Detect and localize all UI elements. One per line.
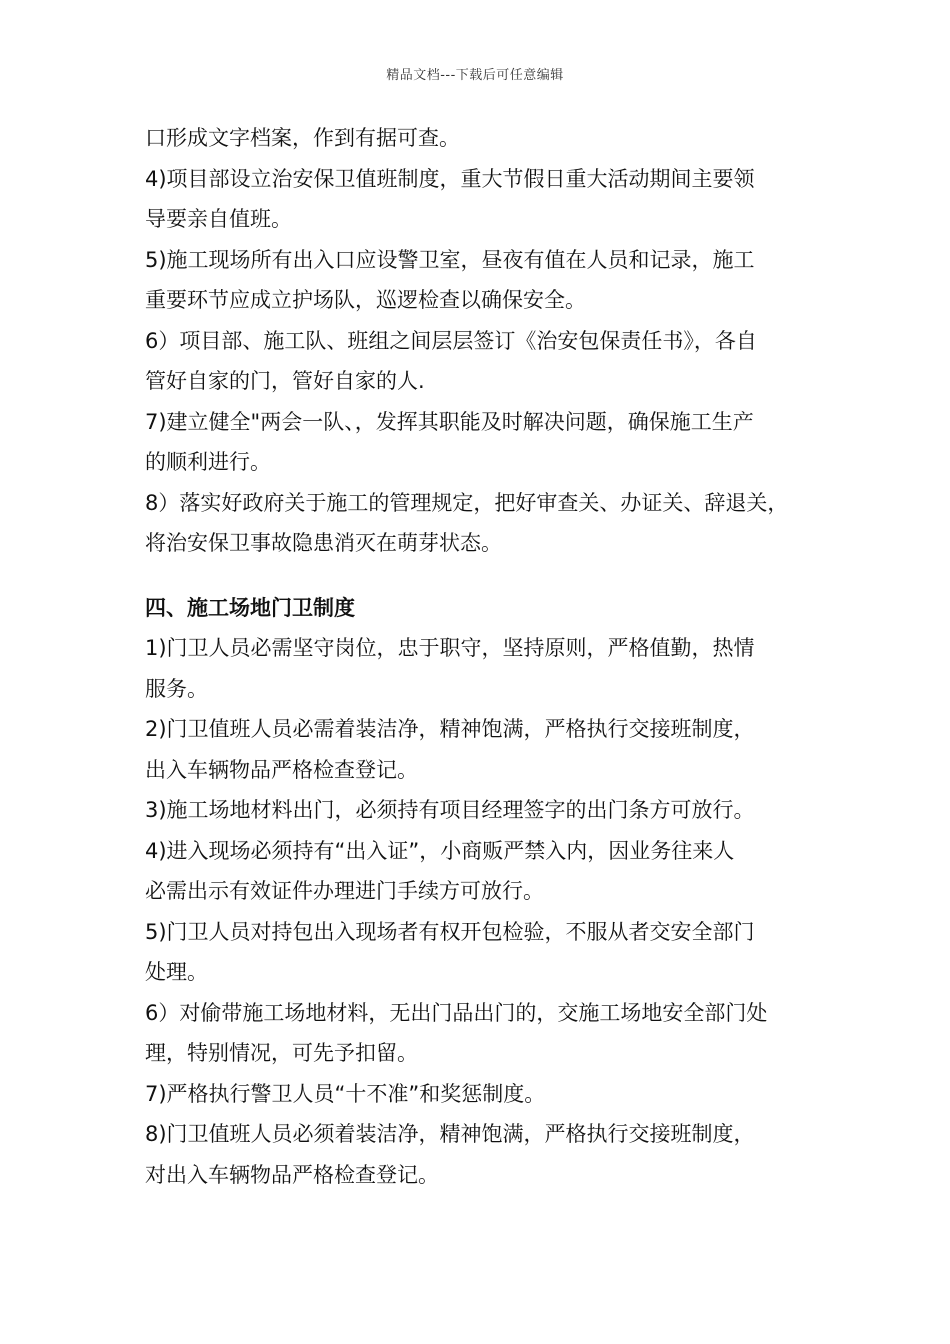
text-line: 1)门卫人员必需坚守岗位，忠于职守，坚持原则，严格值勤，热情 xyxy=(145,636,755,660)
text-line: 5)门卫人员对持包出入现场者有权开包检验，不服从者交安全部门 xyxy=(145,919,755,944)
text-line: 5)施工现场所有出入口应设警卫室，昼夜有值在人员和记录，施工 xyxy=(145,247,755,272)
text-line: 管好自家的门，管好自家的人. xyxy=(145,369,425,393)
text-line: 3)施工场地材料出门，必须持有项目经理签字的出门条方可放行。 xyxy=(145,798,755,822)
page-header: 精品文档---下载后可任意编辑 xyxy=(386,68,564,83)
text-line: 8)门卫值班人员必须着装洁净，精神饱满，严格执行交接班制度， xyxy=(145,1122,755,1146)
text-line: 服务。 xyxy=(145,676,208,701)
text-line: 7)建立健全"两会一队、，发挥其职能及时解决问题，确保施工生产 xyxy=(145,409,754,434)
text-line: 出入车辆物品严格检查登记。 xyxy=(145,757,418,782)
text-line: 4)项目部设立治安保卫值班制度，重大节假日重大活动期间主要领 xyxy=(145,166,755,191)
text-line: 对出入车辆物品严格检查登记。 xyxy=(145,1162,439,1187)
section-gate-guard-rules xyxy=(145,588,835,1196)
text-line: 口形成文字档案，作到有据可查。 xyxy=(145,126,460,150)
text-line: 7)严格执行警卫人员“十不准”和奖惩制度。 xyxy=(145,1081,546,1106)
text-line: 2)门卫值班人员必需着装洁净，精神饱满，严格执行交接班制度， xyxy=(145,717,755,741)
text-line: 导要亲自值班。 xyxy=(145,207,292,231)
text-line: 8）落实好政府关于施工的管理规定，把好审查关、办证关、辞退关， xyxy=(145,490,789,515)
text-line: 必需出示有效证件办理进门手续方可放行。 xyxy=(145,879,544,903)
text-line: 6）对偷带施工场地材料，无出门品出门的，交施工场地安全部门处 xyxy=(145,1000,768,1025)
text-line: 理，特别情况，可先予扣留。 xyxy=(145,1041,418,1065)
text-line: 重要环节应成立护场队，巡逻检查以确保安全。 xyxy=(145,288,586,312)
text-line: 6）项目部、施工队、班组之间层层签订《治安包保责任书》，各自 xyxy=(145,328,757,353)
document-body xyxy=(145,118,835,1195)
section-previous xyxy=(145,118,835,564)
text-line: 的顺利进行。 xyxy=(145,450,271,474)
section-heading: 四、施工场地门卫制度 xyxy=(145,595,355,620)
text-line: 4)进入现场必须持有“出入证”，小商贩严禁入内，因业务往来人 xyxy=(145,838,735,863)
text-line: 处理。 xyxy=(145,960,208,984)
text-line: 将治安保卫事故隐患消灭在萌芽状态。 xyxy=(145,531,502,555)
